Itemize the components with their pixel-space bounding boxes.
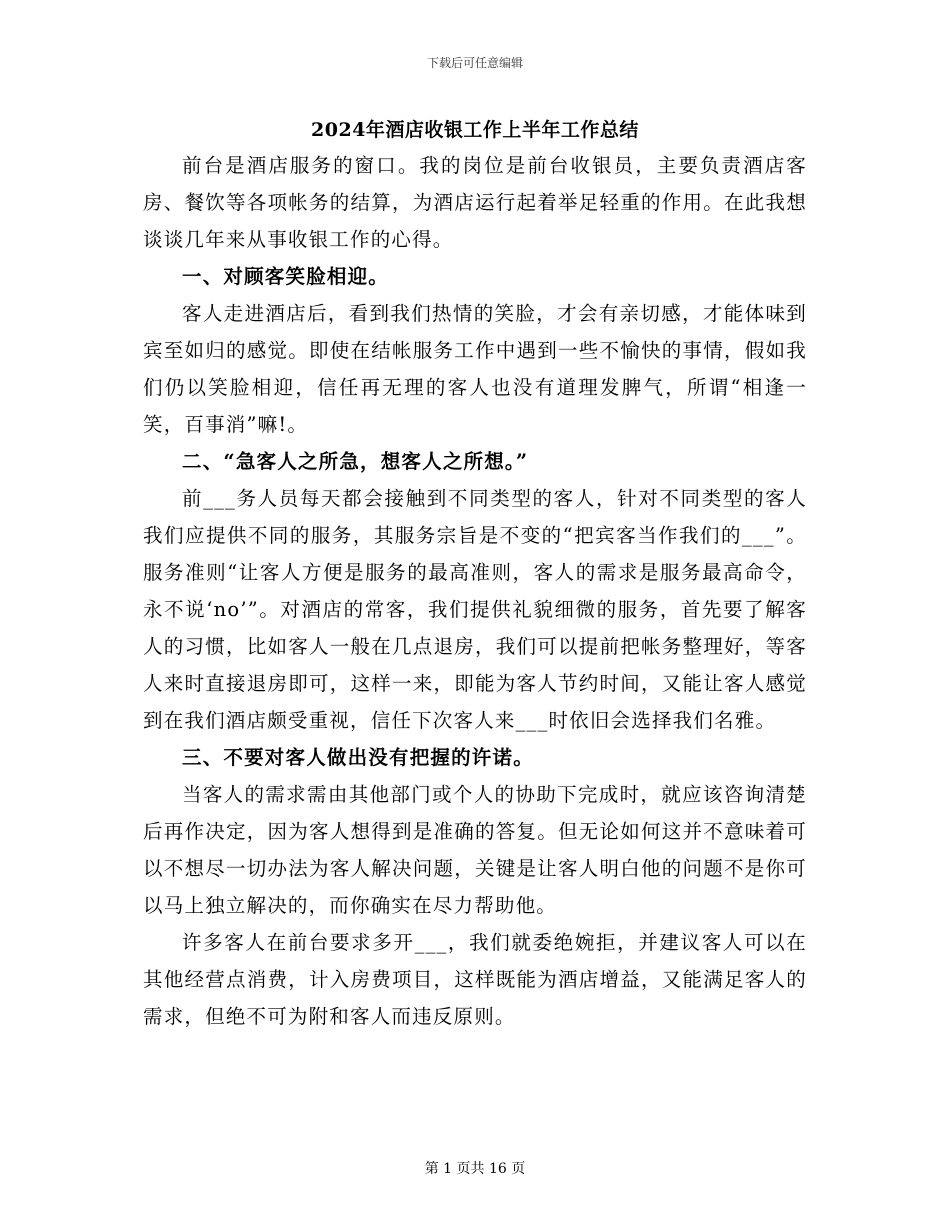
section-heading-3: 三、不要对客人做出没有把握的许诺。 <box>182 746 534 769</box>
paragraph-intro: 前台是酒店服务的窗口。我的岗位是前台收银员，主要负责酒店客房、餐饮等各项帐务的结算，为酒店运行起着举足轻重的作用。在此我想谈谈几年来从事收银工作的心得。 <box>143 154 807 251</box>
document-title: 2024年酒店收银工作上半年工作总结 <box>311 119 639 141</box>
paragraph-section-1: 客人走进酒店后，看到我们热情的笑脸，才会有亲切感，才能体味到宾至如归的感觉。即使在结帐服务工作中遇到一些不愉快的事情，假如我们仍以笑脸相迎，信任再无理的客人也没有道理发脾气，所谓“相逢一笑，百事消”嘛!。 <box>143 302 807 436</box>
section-heading-2: 二、“急客人之所急，想客人之所想。” <box>182 450 529 473</box>
paragraph-section-3b: 许多客人在前台要求多开___，我们就委绝婉拒，并建议客人可以在其他经营点消费，计入房费项目，这样既能为酒店增益，又能满足客人的需求，但绝不可为附和客人而违反原则。 <box>143 931 807 1028</box>
paragraph-section-3a: 当客人的需求需由其他部门或个人的协助下完成时，就应该咨询清楚后再作决定，因为客人想得到是准确的答复。但无论如何这并不意味着可以不想尽一切办法为客人解决问题，关键是让客人明白他的问题不是你可以马上独立解决的，而你确实在尽力帮助他。 <box>143 783 807 917</box>
document-body <box>143 147 807 1035</box>
page-number: 第 1 页共 16 页 <box>424 1161 526 1177</box>
section-heading-1: 一、对顾客笑脸相迎。 <box>182 265 390 288</box>
header-note: 下载后可任意编辑 <box>426 56 523 70</box>
paragraph-section-2: 前___务人员每天都会接触到不同类型的客人，针对不同类型的客人我们应提供不同的服务，其服务宗旨是不变的“把宾客当作我们的___”。服务准则“让客人方便是服务的最高准则，客人的需求是服务最高命令，永不说‘no’”。对酒店的常客，我们提供礼貌细微的服务，首先要了解客人的习惯，比如客人一般在几点退房，我们可以提前把帐务整理好，等客人来时直接退房即可，这样一来，即能为客人节约时间，又能让客人感觉到在我们酒店颇受重视，信任下次客人来___时依旧会选择我们名雅。 <box>143 487 807 732</box>
